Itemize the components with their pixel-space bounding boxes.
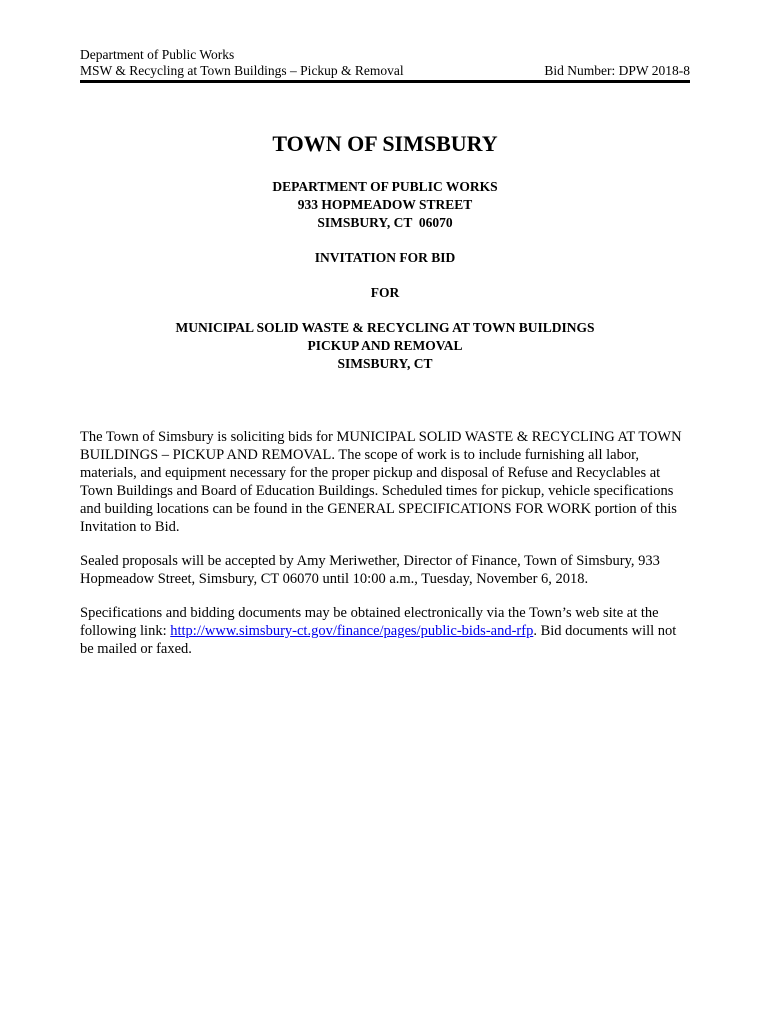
header-department: Department of Public Works bbox=[80, 47, 235, 62]
city-address: SIMSBURY, CT 06070 bbox=[317, 215, 453, 230]
paragraph-specifications bbox=[80, 604, 692, 658]
department-name: DEPARTMENT OF PUBLIC WORKS bbox=[272, 179, 498, 194]
paragraph-specifications-text: Specifications and bidding documents may be obtained electronically via the Town’s web site at the following link: bbox=[80, 605, 659, 639]
title-block bbox=[0, 130, 770, 373]
paragraph-proposals: Sealed proposals will be accepted by Amy Meriwether, Director of Finance, Town of Simsbury, 933 Hopmeadow Street, Simsbury, CT 06070 until 10:00 a.m., Tuesday, November 6, 2018. bbox=[80, 553, 660, 587]
paragraph-specifications-end: . Bid documents will not be mailed or faxed. bbox=[80, 623, 677, 657]
spacer bbox=[0, 302, 770, 319]
spacer bbox=[0, 267, 770, 284]
header-bid-number: Bid Number: DPW 2018-8 bbox=[544, 63, 690, 78]
subject-line-3: SIMSBURY, CT bbox=[337, 356, 433, 371]
paragraph-scope: The Town of Simsbury is soliciting bids for MUNICIPAL SOLID WASTE & RECYCLING AT TOWN BUILDINGS – PICKUP AND REMOVAL. The scope of work is to include furnishing all labor, materials, and equipment necessary for the proper pickup and disposal of Refuse and Recyclables at Town Buildings and Board of Education Buildings. Scheduled times for pickup, vehicle specifications and building locations can be found in the GENERAL SPECIFICATIONS FOR WORK portion of this Invitation to Bid. bbox=[80, 429, 682, 535]
subject-line-2: PICKUP AND REMOVAL bbox=[307, 338, 463, 353]
invitation-heading: INVITATION FOR BID bbox=[314, 250, 456, 265]
header-rule bbox=[80, 80, 690, 83]
bids-link[interactable]: http://www.simsbury-ct.gov/finance/pages/public-bids-and-rfp bbox=[170, 623, 534, 639]
subject-line-1: MUNICIPAL SOLID WASTE & RECYCLING AT TOWN BUILDINGS bbox=[175, 320, 595, 335]
for-heading: FOR bbox=[370, 285, 400, 300]
body-text bbox=[80, 428, 692, 674]
street-address: 933 HOPMEADOW STREET bbox=[297, 197, 473, 212]
spacer bbox=[0, 232, 770, 249]
header-row bbox=[80, 63, 690, 79]
header-project: MSW & Recycling at Town Buildings – Pickup & Removal bbox=[80, 63, 404, 78]
running-header bbox=[80, 47, 690, 79]
town-title: TOWN OF SIMSBURY bbox=[272, 131, 498, 156]
